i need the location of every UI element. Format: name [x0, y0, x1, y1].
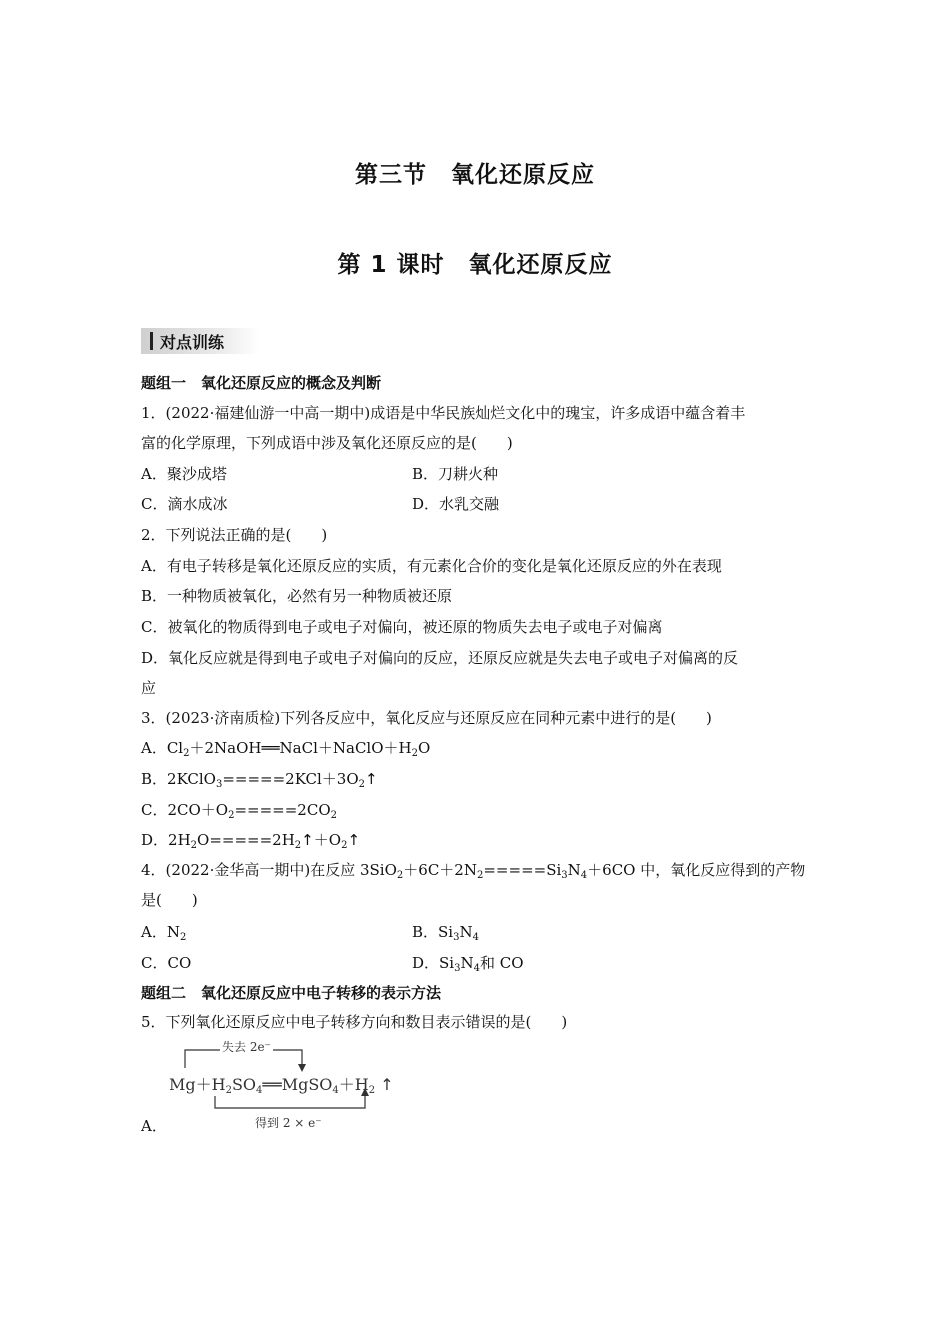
q4-option-b: B．$Si_3N_4$ — [412, 923, 479, 943]
q4-line2: 是( ) — [141, 891, 198, 909]
chapter-title: 第三节 氧化还原反应 — [355, 162, 595, 188]
q1-num: 1． — [141, 404, 166, 422]
q4-option-a: A．$N_2$ — [141, 923, 187, 943]
q1-source: (2022·福建仙游一中高一期中) — [165, 404, 371, 422]
q5-stem: 5．下列氧化还原反应中电子转移方向和数目表示错误的是( ) — [141, 1013, 568, 1031]
q2-option-b: B．一种物质被氧化，必然有另一种物质被还原 — [141, 587, 453, 605]
q1-option-d: D．水乳交融 — [412, 495, 500, 513]
lesson-title: 第 1 课时 氧化还原反应 — [337, 252, 613, 278]
q3-option-c: C．$2CO+O_2=====2CO_2$ — [141, 801, 338, 821]
q3-option-a: A．$Cl_2+2NaOH══NaCl+NaClO+H_2O$ — [141, 739, 431, 759]
reaction-equation: $Mg+H_2SO_4══MgSO_4+H_2$ ↑ — [169, 1075, 394, 1096]
q3-source: (2023·济南质检) — [165, 709, 281, 727]
q2-option-d-cont: 应 — [141, 679, 157, 697]
lose-arrow-head — [298, 1064, 306, 1072]
q1-option-b: B．刀耕火种 — [412, 465, 499, 483]
q4-text-pre: 在反应 — [310, 861, 360, 879]
q1-option-c: C．滴水成冰 — [141, 495, 228, 513]
q2-stem: 2．下列说法正确的是( ) — [141, 526, 328, 544]
q4-source: (2022·金华高一期中) — [165, 861, 311, 879]
q3-option-d: D．$2H_2O=====2H_2↑+O_2↑$ — [141, 831, 361, 851]
q1-line1 — [141, 403, 745, 423]
badge-bar — [150, 332, 153, 350]
section-badge-label: 对点训练 — [160, 333, 225, 352]
electron-transfer-diagram — [165, 1036, 405, 1132]
q2-option-c: C．被氧化的物质得到电子或电子对偏向，被还原的物质失去电子或电子对偏离 — [141, 618, 663, 636]
gain-electron-label: 得到 2 × e⁻ — [255, 1116, 322, 1130]
q3-stem — [141, 708, 712, 728]
q4-stem: 4．(2022·金华高一期中)在反应 $3SiO_2+6C+2N_2=====Si_3N_4+6CO$ 中，氧化反应得到的产物 — [141, 861, 806, 881]
q1-line2: 富的化学原理，下列成语中涉及氧化还原反应的是( ) — [141, 434, 513, 452]
q3-num: 3． — [141, 709, 166, 727]
group2-heading: 题组二 氧化还原反应中电子转移的表示方法 — [141, 984, 442, 1002]
q1-text: 成语是中华民族灿烂文化中的瑰宝，许多成语中蕴含着丰 — [370, 404, 746, 422]
q5-option-a-label: A． — [141, 1117, 167, 1135]
q1-option-a: A．聚沙成塔 — [141, 465, 227, 483]
q4-text-post: 中，氧化反应得到的产物 — [640, 861, 806, 879]
q4-option-d-suffix: 和 CO — [479, 954, 524, 972]
q4-num: 4． — [141, 861, 166, 879]
q3-text: 下列各反应中，氧化反应与还原反应在同种元素中进行的是( ) — [280, 709, 712, 727]
q4-option-d: D．$Si_3N_4$和 CO — [412, 954, 524, 974]
gain-electron-arrow — [215, 1094, 365, 1108]
q4-option-c: C．CO — [141, 954, 192, 972]
q3-option-b: B．$2KClO_3=====2KCl+3O_2↑$ — [141, 770, 378, 790]
section-badge — [141, 328, 259, 354]
group1-heading: 题组一 氧化还原反应的概念及判断 — [141, 374, 382, 392]
lose-electron-label: 失去 2e⁻ — [222, 1040, 271, 1054]
q2-option-a: A．有电子转移是氧化还原反应的实质，有元素化合价的变化是氧化还原反应的外在表现 — [141, 557, 722, 575]
q2-option-d: D．氧化反应就是得到电子或电子对偏向的反应，还原反应就是失去电子或电子对偏离的反 — [141, 649, 739, 667]
